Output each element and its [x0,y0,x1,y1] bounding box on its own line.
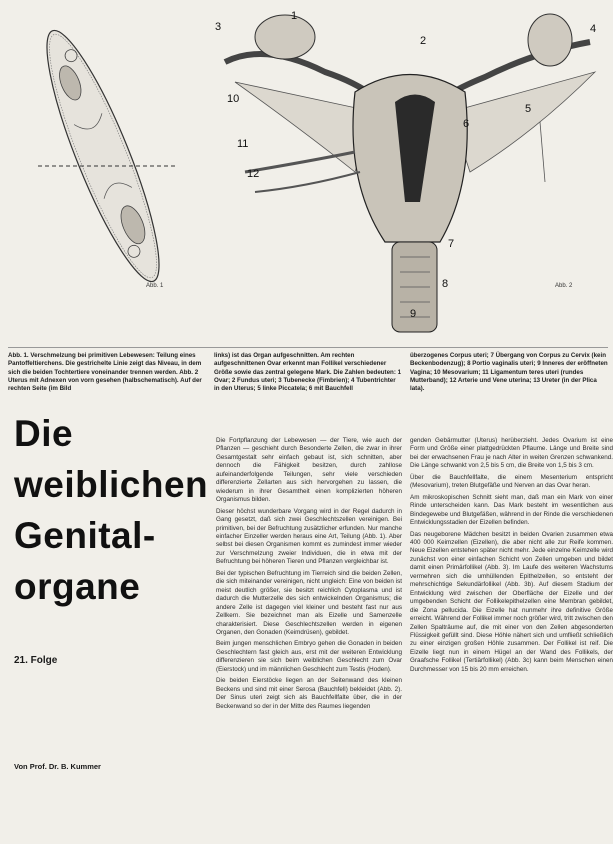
fig2-number-6: 6 [463,118,470,130]
paragraph: Die beiden Eierstöcke liegen an der Seitenwand des kleinen Beckens und sind mit einer Serosa (Bauchfell) bekleidet (Abb. 2). Der Sinus uteri zeigt sich als Bauchfellfalte über, die in der Beckenwand so der in der Mitte des Raumes liegenden [216,677,402,710]
fig2-number-9: 9 [410,308,417,320]
title-line-2: weiblichen [14,464,209,505]
fig2-number-7: 7 [448,238,455,250]
paragraph: Am mikroskopischen Schnitt sieht man, daß man ein Mark von einer Rinde unterscheiden kann. Das Mark besteht im wesentlichen aus Bindegewebe und Blutgefäßen, während in der Rinde die verschiedenen Entwicklungsstadien der Eizellen befinden. [410,493,613,527]
caption-column-3: überzogenes Corpus uteri; 7 Übergang von Corpus zu Cervix (kein Beckenbodenzug); 8 Portio vaginalis uteri; 9 Inneres der eröffneten Vagina; 10 Mesovarium; 11 Ligamentum teres uteri (rundes Mutterband); 12 Arterie und Vene uterina; 13 Ureter (in der Plica lata). [410,352,608,393]
paragraph: Über die Bauchfellfalte, die einem Mesenterium entspricht (Mesovarium), treten Blutgefäße und Nerven an das Ovar heran. [410,473,613,490]
body-column-2 [216,437,402,842]
fig2-number-11: 11 [237,138,249,150]
fig2-number-4: 4 [590,23,597,35]
caption-column-1: Abb. 1. Verschmelzung bei primitiven Lebewesen: Teilung eines Pantoffeltierchens. Die gestrichelte Linie zeigt das Niveau, in dem sich die beiden Tochtertiere voneinander trennen werden. Abb. 2 Uterus mit Adnexen von vorn gesehen (halbschematisch). Auf der rechten Seite (im Bild [8,352,202,393]
fig2-number-5: 5 [525,103,532,115]
fig2-number-8: 8 [442,278,449,290]
fig2-number-2: 2 [420,35,427,47]
fig2-number-10: 10 [227,93,240,105]
fig2-number-3: 3 [215,21,222,33]
paragraph: Beim jungen menschlichen Embryo gehen die Gonaden in beiden Geschlechtern fast gleich aus, erst mit der weiteren Entwicklung differenzieren sie sich beim weiblichen Geschlecht zum Ovar (Eierstock) und im männlichen Geschlecht zum Testis (Hoden). [216,640,402,673]
divider [8,347,608,348]
caption-column-2: links) ist das Organ aufgeschnitten. Am rechten aufgeschnittenen Ovar erkennt man Follikel verschiedener Größe sowie das zentral gelegene Mark. Die Zahlen bedeuten: 1 Ovar; 2 Fundus uteri; 3 Tubenecke (Fimbrien); 4 Tubentrichter in den Uterus; 5 linke Piccatela; 6 mit Bauchfell [214,352,402,393]
paragraph: Bei der typischen Befruchtung im Tierreich sind die beiden Zellen, die sich miteinander vereinigen, nicht ungleich: Eine von beiden ist meist deutlich größer, sie besitzt reichlich Cytoplasma und ist dadurch die Mutterzelle des sich entwickelnden Organismus; die andere Zelle ist dagegen viel kleiner und besteht fast nur aus Zellkern. Sie bezeichnet man als Eizelle und Samenzelle charakterisiert. Diese Geschlechtszellen werden in eigenen Organen, den Gonaden (Keimdrüsen), gebildet. [216,569,402,636]
paragraph: genden Gebärmutter (Uterus) herüberzieht. Jedes Ovarium ist eine Form und Größe einer plattgedrückten Pflaume. Länge und Breite sind bei der erwachsenen Frau je nach Alter in weiten Grenzen schwankend. Die Länge schwankt von 2,5 bis 5 cm, die Breite von 1,5 bis 3 cm. [410,437,613,470]
figure-2-uterus-diagram [205,2,610,342]
title-line-3: Genital- [14,515,156,556]
article-title [14,408,208,612]
paragraph: Dieser höchst wunderbare Vorgang wird in der Regel dadurch in Gang gesetzt, daß sich zwei Geschlechtszellen vereinigen. Bei primitiven, bei der Befruchtung zusätzlicher erfunden. Nur manche einfacher Einzeller werden heraus eine Art, Teilung (Abb. 1). Aber selbst bei diesen Organismen kommt es zumindest immer wieder zur Verschmelzung zweier Individuen, die in etwa mit der Befruchtung bei höheren Tieren und Pflanzen vergleichbar ist. [216,507,402,566]
figure-2-label: Abb. 2 [555,283,573,289]
paragraph: Die Fortpflanzung der Lebewesen — der Tiere, wie auch der Pflanzen — geschieht durch Besonderte Zellen, die zwar in ihrer Gesamtgestalt sehr einfach gebaut ist, sich schnitten, aber dennoch die Fähigkeit besitzen, durch zahllose aufeinanderfolgende Teilungen, sehr viele verschieden differenzierte Zellarten aus sich hervorgehen zu lassen, die wiederum in ihrer Gesamtheit einen komplizierten höheren Organismus bilden. [216,437,402,504]
author-byline: Von Prof. Dr. B. Kummer [14,762,101,771]
figure-1-label: Abb. 1 [146,283,164,289]
title-line-4: organe [14,566,141,607]
title-line-1: Die [14,413,74,454]
paragraph: Das neugeborene Mädchen besitzt in beiden Ovarien zusammen etwa 400 000 Keimzellen (Eizellen), die aber nicht alle zur Reife kommen. Neue Eizellen entstehen später nicht mehr. Jede einzelne Keimzelle wird zunächst von einer einfachen Schicht von Zellen umgeben und bildet damit einen Primärfollikel (Abb. 3). Im Laufe des weiteren Wachstums vermehren sich die umhüllenden Epithelzellen, so entsteht der mehrschichtige Sekundärfollikel (Abb. 3b). Auf diesem Stadium der Entwicklung wird zwischen der Oberfläche der Eizelle und der umgebenden Schicht der Follikelepithelzellen eine Membran gebildet, die Zona pellucida. Die Eizelle hat nunmehr ihre definitive Größe erreicht. Während der Follikel immer noch größer wird, tritt zwischen den Zellen Spalträume auf, die mit einer von den Zellen abgesonderten Flüssigkeit gefüllt sind. Diese Höhle nähert sich und umfließt schließlich zu einer einzigen großen Höhle zusammen. Der Follikel ist reif. Die Eizelle liegt nun in einem Hügel an der Wand des Follikels, der Graafsche Follikel (Tertiärfollikel) (Abb. 3c) kann beim Menschen einen Durchmesser von 15 bis 20 mm erreichen. [410,530,613,673]
series-number: 21. Folge [14,655,58,666]
figure-1-paramecium [8,6,198,296]
body-column-3 [410,437,613,842]
fig2-number-12: 12 [247,168,260,180]
fig2-number-1: 1 [291,10,298,22]
